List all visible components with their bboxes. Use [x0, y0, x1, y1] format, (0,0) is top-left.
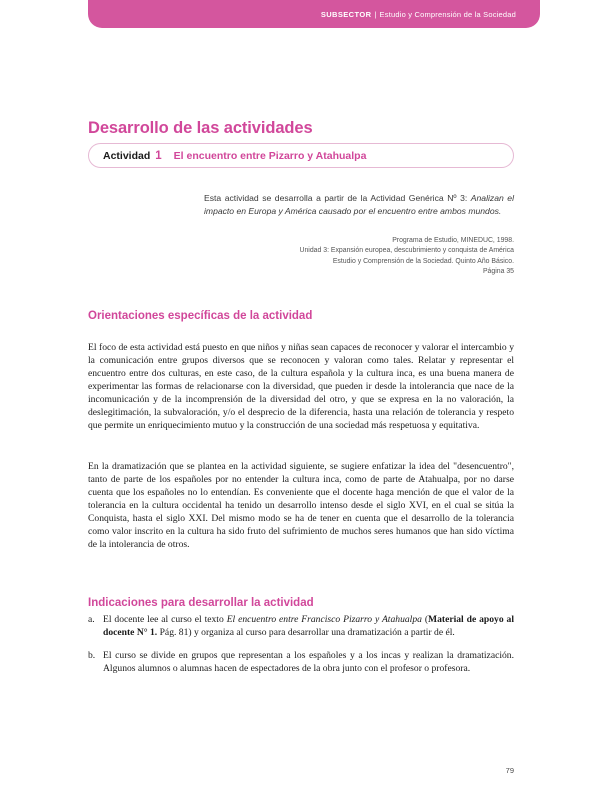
- source-citation: [204, 236, 514, 278]
- list-marker-b: b.: [88, 650, 96, 661]
- section-heading-orientaciones: Orientaciones específicas de la actividad: [88, 309, 313, 322]
- list-a-part1: El docente lee al curso el texto: [103, 614, 227, 625]
- body-paragraph-1: El foco de esta actividad está puesto en que niños y niñas sean capaces de reconocer y valorar el intercambio y la comunicación entre grupos diversos que se reconocen y valoran como tales. Relatar y representar el encuentro entre dos culturas, en este caso, de la cultura española y la cultura inca, es una buena manera de experimentar las formas de relacionarse con la diversidad, que pueden ir desde la intolerancia que nace de la incomunicación y de la incomprensión de la diversidad del otro, y que se expresa en la no valoración, la deslegitimación, la subvaloración, y/o el desprecio de la diferencia, hasta una relación de tolerancia y respeto que permite un enriquecimiento mutuo y la construcción de una sociedad más respetuosa y equitativa.: [88, 341, 514, 432]
- header-subsector-label: SUBSECTOR: [320, 9, 372, 19]
- page-title: Desarrollo de las actividades: [88, 119, 313, 138]
- list-a-part3: (: [421, 614, 429, 625]
- list-item: [88, 649, 514, 676]
- intro-block: [204, 183, 514, 227]
- source-line-3: Estudio y Comprensión de la Sociedad. Quinto Año Básico.: [332, 257, 514, 265]
- body-paragraph-2: En la dramatización que se plantea en la actividad siguiente, se sugiere enfatizar la idea del "desencuentro", tanto de parte de los españoles por no entender la cultura inca, como de parte de Atahualpa, por no darse cuenta que los españoles no lo entendían. Es conveniente que el docente haga mención de que el valor de la tolerancia en la cultura occidental ha tenido un desarrollo intenso desde el siglo XVI, en el cual se sitúa la Conquista, hasta el siglo XXI. Del mismo modo se ha de tener en cuenta que el desarrollo de la tolerancia como valor inscrito en la cultura ha sido fruto del sufrimiento de muchos seres humanos que han sido víctima de la intolerancia de otros.: [88, 460, 514, 551]
- activity-number: 1: [155, 149, 162, 162]
- header-separator: |: [374, 9, 377, 19]
- intro-text-plain: Esta actividad se desarrolla a partir de la Actividad Genérica Nº 3:: [204, 192, 471, 203]
- list-item-a-text: [103, 613, 514, 640]
- activity-header-box: [88, 143, 514, 168]
- activity-label: Actividad: [103, 149, 151, 162]
- page-number: 79: [505, 766, 514, 775]
- list-marker-a: a.: [88, 614, 95, 625]
- source-line-4: Página 35: [482, 268, 514, 276]
- list-a-part5: Pág. 81) y organiza al curso para desarrollar una dramatización a partir de él.: [157, 627, 455, 639]
- page-content: [88, 0, 514, 800]
- list-a-material-bold: Material de apoyo al docente N° 1.: [103, 614, 515, 639]
- section-heading-indicaciones: Indicaciones para desarrollar la actividad: [88, 596, 314, 609]
- source-line-1: Programa de Estudio, MINEDUC, 1998.: [392, 237, 514, 244]
- list-a-title-italic: El encuentro entre Francisco Pizarro y Atahualpa: [226, 614, 422, 625]
- list-item: [88, 613, 514, 640]
- intro-paragraph: [204, 192, 514, 218]
- list-item-b-text: El curso se divide en grupos que representan a los españoles y a los incas y realizan la dramatización. Algunos alumnos o alumnas hacen de espectadores de la obra junto con el profesor o profesora.: [103, 650, 514, 675]
- source-line-2: Unidad 3: Expansión europea, descubrimiento y conquista de América: [299, 247, 514, 255]
- activity-title: El encuentro entre Pizarro y Atahualpa: [173, 149, 367, 162]
- intro-text-italic: Analizan el impacto en Europa y América causado por el encuentro entre ambos mundos.: [204, 192, 514, 216]
- header-subsector-name: Estudio y Comprensión de la Sociedad: [379, 9, 516, 19]
